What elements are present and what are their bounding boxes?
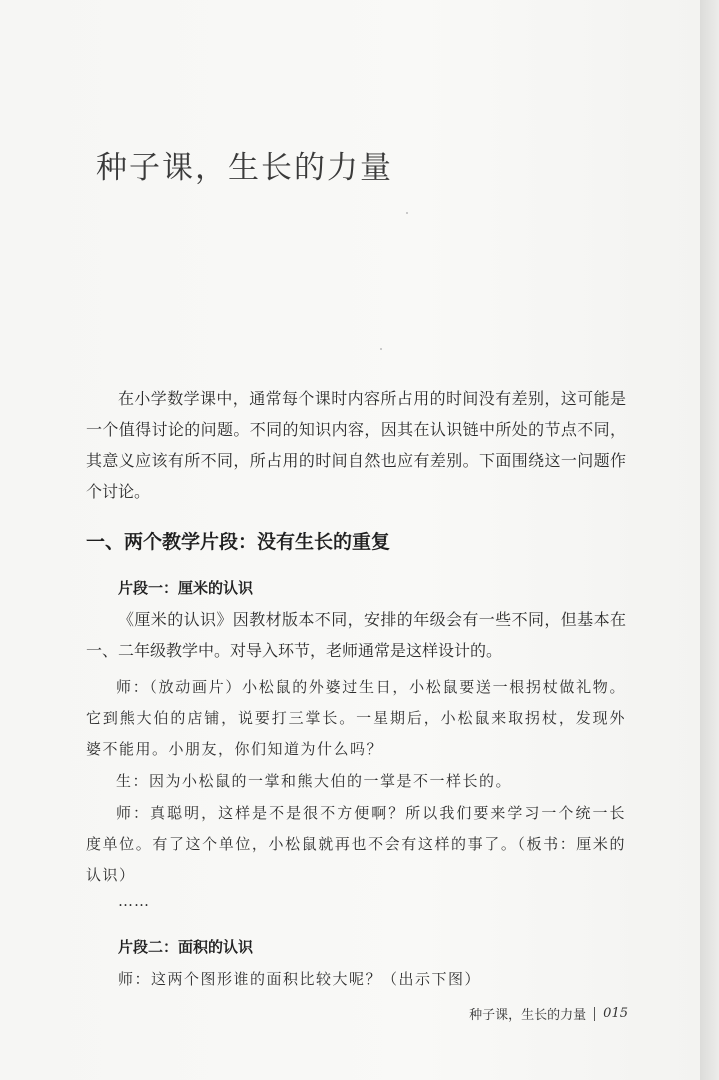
teacher-dialogue-3: 师：这两个图形谁的面积比较大呢？（出示下图） [118,970,482,988]
page-number: 015 [603,1006,628,1021]
section-heading: 一、两个教学片段：没有生长的重复 [86,531,391,553]
page-footer [469,1004,628,1023]
teacher-dialogue-1: 师：（放动画片）小松鼠的外婆过生日，小松鼠要送一根拐杖做礼物。它到熊大伯的店铺，说要打三掌长。一星期后，小松鼠来取拐杖，发现外婆不能用。小朋友，你们知道为什么吗？ [86,678,626,758]
paper-speck [380,348,382,350]
fragment2-heading: 片段二：面积的认识 [118,938,254,956]
running-title: 种子课，生长的力量 [469,1008,587,1023]
paper-speck [406,212,408,214]
teacher-dialogue-2: 师：真聪明，这样是不是很不方便啊？所以我们要来学习一个统一长度单位。有了这个单位，小松鼠就再也不会有这样的事了。（板书：厘米的认识） [86,804,626,884]
fragment1-heading: 片段一：厘米的认识 [118,579,254,597]
ellipsis: …… [118,892,150,910]
page-edge [700,0,719,1080]
fragment1-paragraph: 《厘米的认识》因教材版本不同，安排的年级会有一些不同，但基本在一、二年级教学中。对导入环节，老师通常是这样设计的。 [86,610,626,660]
chapter-title: 种子课，生长的力量 [96,150,393,186]
student-dialogue: 生：因为小松鼠的一掌和熊大伯的一掌是不一样长的。 [116,772,513,790]
intro-paragraph: 在小学数学课中，通常每个课时内容所占用的时间没有差别，这可能是一个值得讨论的问题。不同的知识内容，因其在认识链中所处的节点不同，其意义应该有所不同，所占用的时间自然也应有差别。下面围绕这一问题作个讨论。 [86,389,626,501]
footer-divider [594,1007,595,1021]
